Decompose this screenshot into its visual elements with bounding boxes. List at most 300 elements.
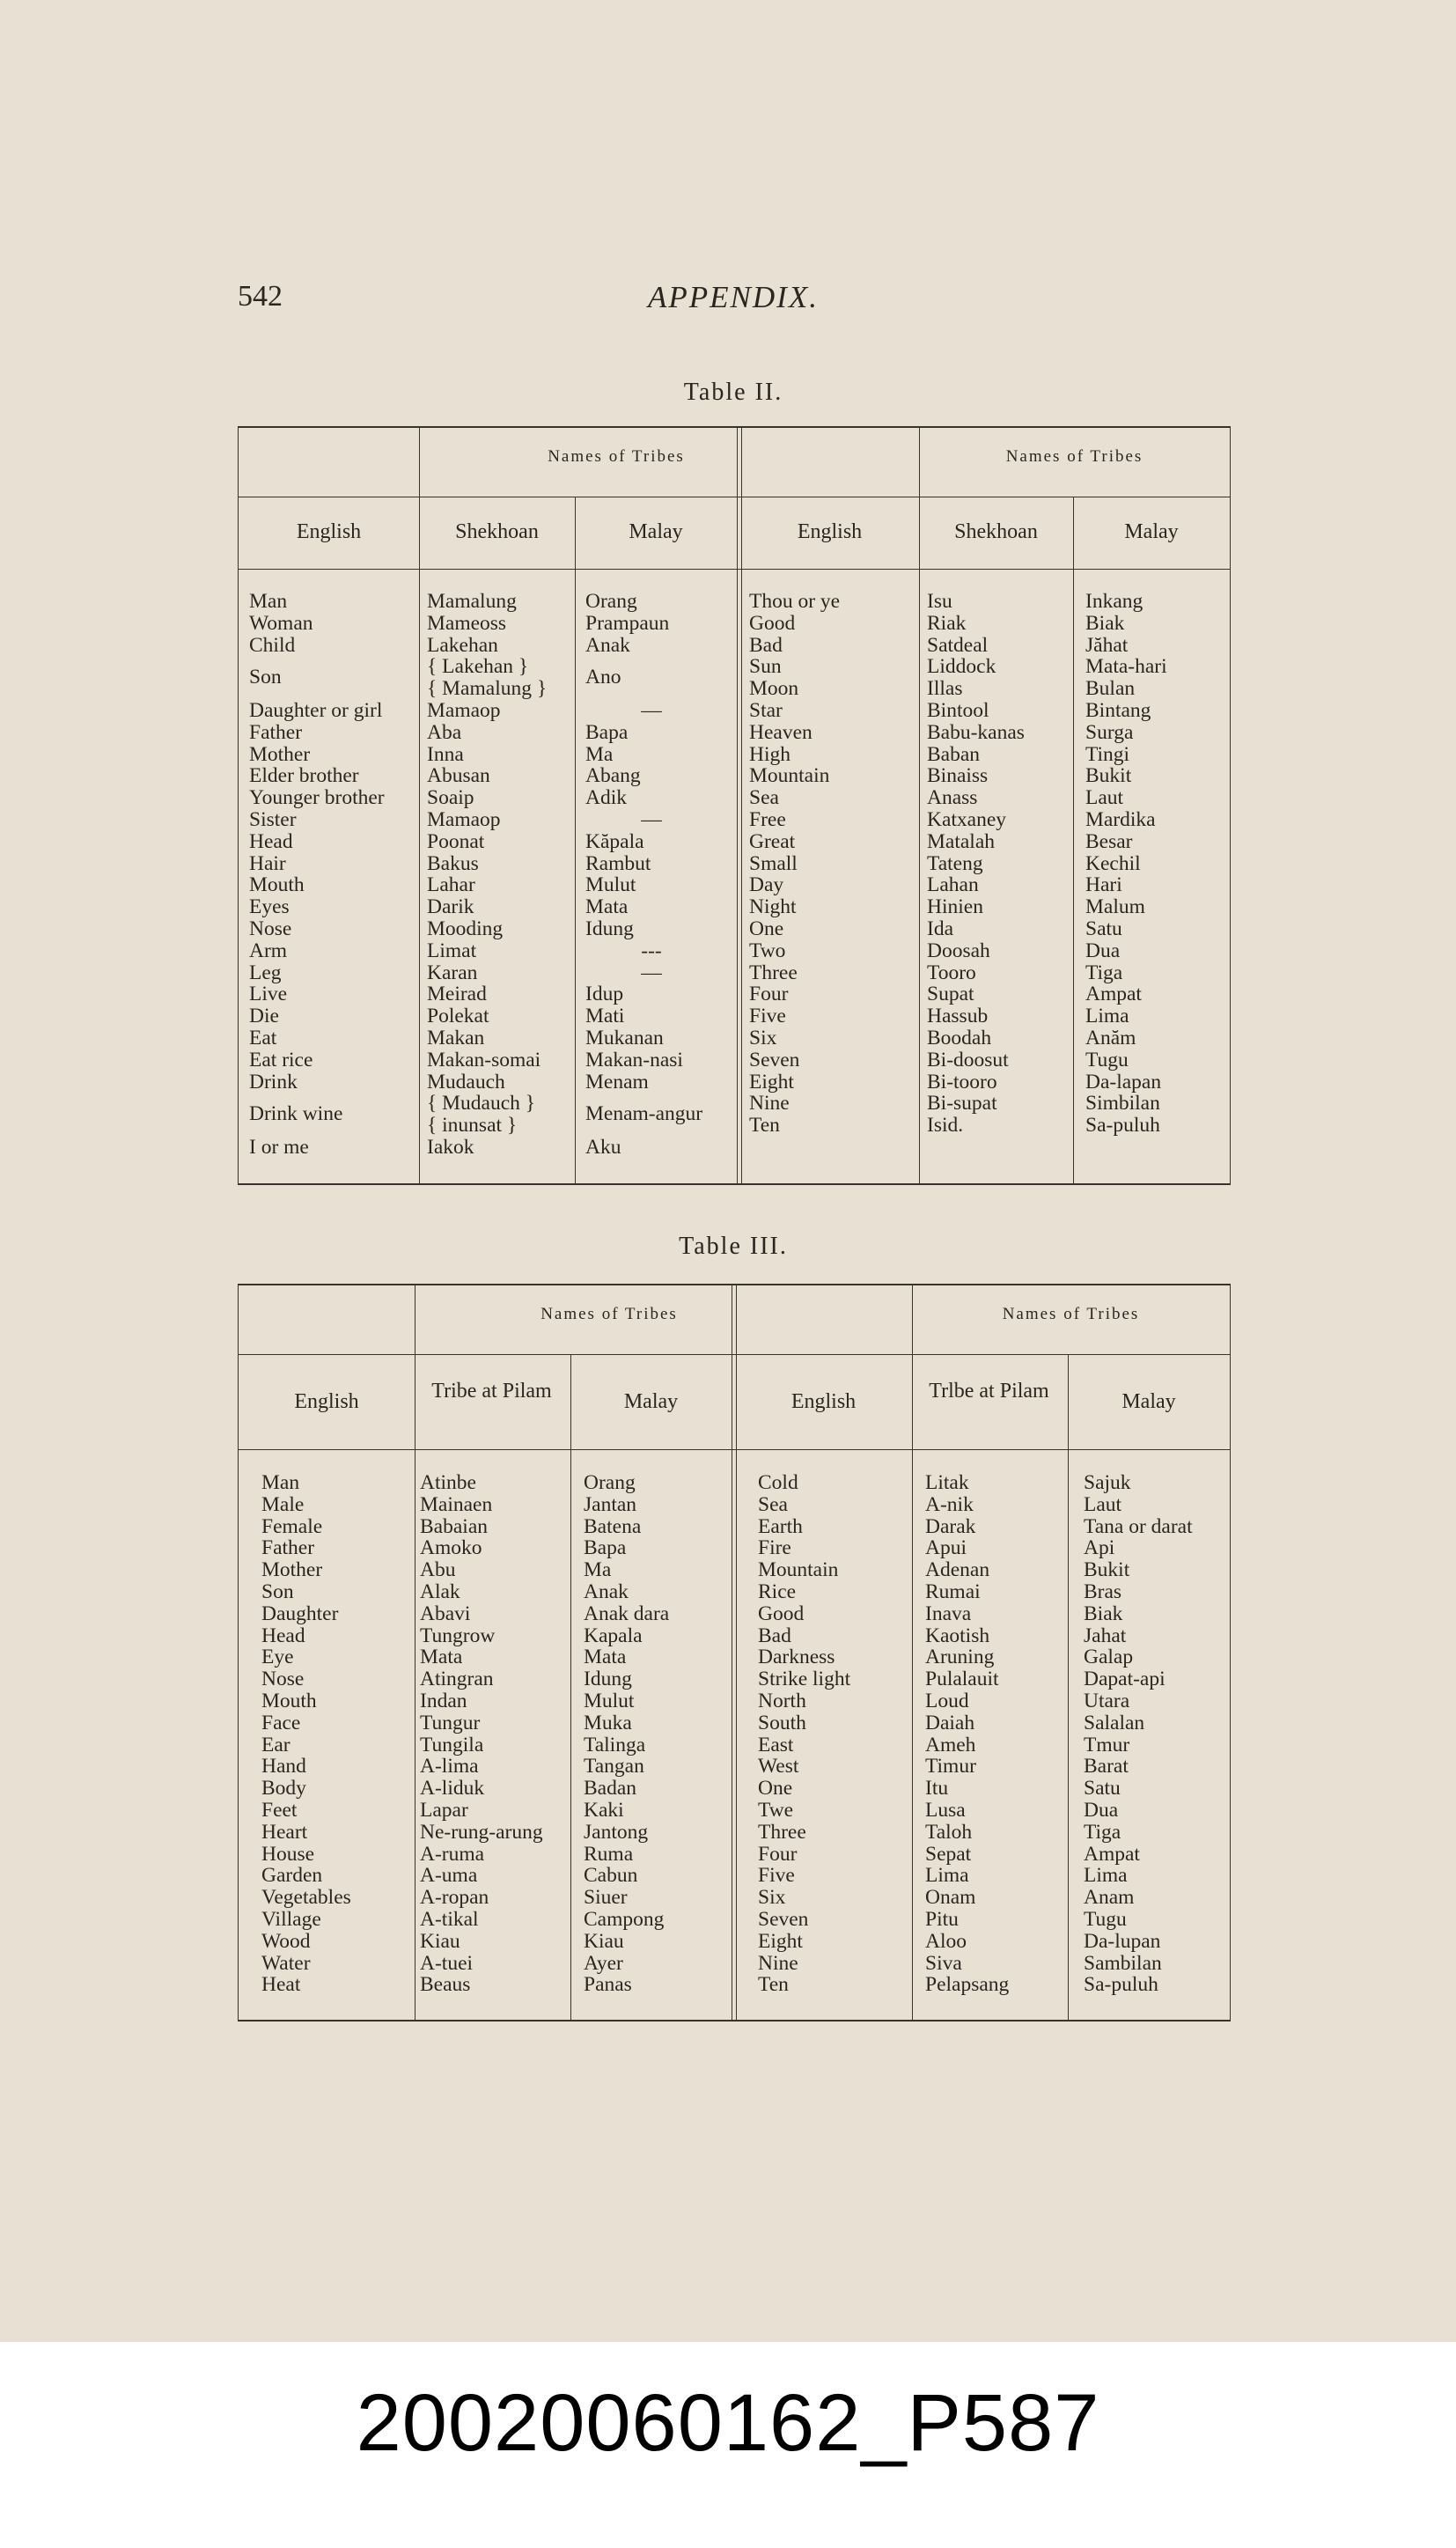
table-cell: Mamaop (427, 698, 501, 722)
table-cell: Feet (261, 1798, 298, 1822)
table-cell: Isu (927, 590, 952, 613)
table-cell: Adik (585, 786, 627, 810)
table-cell: Limat (427, 939, 477, 962)
table-cell: Boodah (927, 1026, 992, 1049)
table-cell: Itu (925, 1777, 949, 1801)
table-3-english-column (261, 1472, 351, 1996)
table-3-rule (239, 1354, 423, 1355)
table-cell: Liddock (927, 655, 996, 679)
table-cell: Bad (758, 1624, 791, 1647)
table-cell: Anak dara (584, 1602, 670, 1625)
table-cell: Sambilan (1084, 1951, 1162, 1975)
table-cell: A-ruma (420, 1842, 485, 1866)
table-cell: Tana or darat (1084, 1514, 1193, 1538)
table-cell: Baban (927, 742, 981, 766)
table-cell: Rice (758, 1580, 797, 1603)
table-cell: Prampaun (585, 611, 670, 635)
table-cell: Son (261, 1580, 294, 1603)
table-cell: Darkness (758, 1646, 835, 1669)
table-cell: Cold (758, 1471, 798, 1494)
table-cell: A-liduk (420, 1777, 485, 1801)
table-cell: Da-lapan (1085, 1070, 1162, 1094)
table-cell: Bakus (427, 851, 479, 875)
table-cell: Fire (758, 1536, 791, 1560)
table-cell: Poonat (427, 829, 485, 853)
table-cell: Orang (584, 1471, 636, 1494)
table-cell: Aku (585, 1135, 621, 1159)
table-cell: Aruning (925, 1646, 995, 1669)
table-cell: Bi-tooro (927, 1070, 997, 1094)
table-cell: Ano (585, 666, 621, 689)
table-3-caption: Table III. (679, 1233, 788, 1260)
table-cell: Anass (927, 786, 978, 810)
table-cell: Small (749, 851, 798, 875)
table-cell: One (749, 917, 784, 940)
table-cell: Ampat (1085, 983, 1142, 1006)
table-cell: Lahan (927, 873, 979, 897)
table-cell: Illas (927, 677, 963, 701)
table-cell: Rambut (585, 851, 651, 875)
table-cell: Badan (584, 1777, 637, 1801)
table-cell: Child (249, 633, 296, 657)
table-cell: Darik (427, 895, 474, 919)
table-cell: Bintool (927, 698, 989, 722)
table-cell: Lahar (427, 873, 475, 897)
table-cell: Lusa (925, 1798, 966, 1822)
table-cell: Garden (261, 1864, 323, 1888)
table-cell: Body (261, 1777, 306, 1801)
table-cell: Barat (1084, 1755, 1129, 1778)
table-cell: Good (758, 1602, 805, 1625)
table-cell: Ear (261, 1733, 290, 1756)
table-cell: Laut (1085, 786, 1124, 810)
table-cell: Mukanan (585, 1026, 664, 1049)
table-cell: Kaki (584, 1798, 624, 1822)
table-cell: Pelapsang (925, 1973, 1010, 1997)
table-2-group-header-left: Names of Tribes (548, 447, 685, 466)
table-3-group-header-left: Names of Tribes (540, 1305, 678, 1323)
table-cell: Iakok (427, 1135, 474, 1159)
running-head: APPENDIX. (648, 280, 819, 314)
table-cell: --- (641, 939, 662, 962)
table-cell: Idup (585, 983, 624, 1006)
table-cell: Timur (925, 1755, 976, 1778)
table-cell: Atinbe (420, 1471, 476, 1494)
table-cell: Younger brother (249, 786, 385, 810)
table-cell: Litak (925, 1471, 969, 1494)
table-cell: Matalah (927, 829, 995, 853)
table-cell: Bras (1084, 1580, 1122, 1603)
table-cell: South (758, 1711, 806, 1734)
table-cell: Four (758, 1842, 798, 1866)
table-cell: Good (749, 611, 796, 635)
table-cell: Seven (758, 1907, 809, 1931)
page-number: 542 (238, 280, 283, 313)
table-cell: Mulut (585, 873, 636, 897)
table-3-header-malay: Malay (623, 1390, 679, 1413)
table-3-header-pilam: Tribe at Pilam (431, 1380, 552, 1403)
table-cell: Karan (427, 961, 478, 984)
table-cell: Satu (1085, 917, 1122, 940)
table-cell: Makan-somai (427, 1048, 541, 1071)
table-cell: Malum (1085, 895, 1145, 919)
table-cell: Isid. (927, 1114, 964, 1138)
table-cell: Night (749, 895, 797, 919)
table-cell: Face (261, 1711, 301, 1734)
table-cell: Mainaen (420, 1492, 493, 1516)
table-cell: Kiau (420, 1929, 460, 1953)
table-cell: Eat (249, 1026, 277, 1049)
table-cell: Male (261, 1492, 305, 1516)
table-cell: Mata (420, 1646, 463, 1669)
table-cell: Father (249, 720, 303, 744)
table-cell: Heat (261, 1973, 301, 1997)
table-cell: Mouth (261, 1689, 317, 1712)
table-cell: Talinga (584, 1733, 646, 1756)
table-cell: Heart (261, 1820, 308, 1844)
table-cell: Drink (249, 1070, 298, 1094)
table-cell: Elder brother (249, 764, 359, 788)
table-cell: Menam (585, 1070, 649, 1094)
table-cell: Daughter or girl (249, 698, 383, 722)
table-cell: Six (758, 1886, 786, 1910)
table-3-group-header-right: Names of Tribes (1002, 1305, 1140, 1323)
table-cell: Sajuk (1084, 1471, 1131, 1494)
table-cell: Lima (1085, 1005, 1129, 1028)
table-cell: Sea (749, 786, 779, 810)
table-cell: Aloo (925, 1929, 967, 1953)
table-cell: Five (758, 1864, 795, 1888)
table-cell: Mata (584, 1646, 627, 1669)
table-cell: High (749, 742, 791, 766)
table-cell: Loud (925, 1689, 969, 1712)
table-cell: Man (261, 1471, 300, 1494)
table-cell: Abusan (427, 764, 490, 788)
table-cell: Galap (1084, 1646, 1134, 1669)
table-2-header-malay: Malay (629, 520, 683, 543)
table-cell: Anak (585, 633, 630, 657)
table-cell: Great (749, 829, 796, 853)
table-cell: Inna (427, 742, 464, 766)
table-cell: Mamaop (427, 807, 501, 831)
table-cell: Head (249, 829, 293, 853)
table-cell: Beaus (420, 1973, 471, 1997)
table-cell: One (758, 1777, 793, 1801)
table-cell: Lima (1084, 1864, 1128, 1888)
table-cell: Satdeal (927, 633, 989, 657)
table-cell: Riak (927, 611, 967, 635)
table-cell: A-tuei (420, 1951, 474, 1975)
table-3-header-english-right: English (791, 1390, 857, 1413)
table-cell: Doosah (927, 939, 990, 962)
table-cell: Mother (261, 1558, 323, 1582)
table-cell: Batena (584, 1514, 642, 1538)
table-cell: Hand (261, 1755, 306, 1778)
table-cell: Inava (925, 1602, 972, 1625)
table-cell: Arm (249, 939, 288, 962)
table-cell: Star (749, 698, 783, 722)
table-cell: Tungrow (420, 1624, 496, 1647)
table-cell: Surga (1085, 720, 1134, 744)
table-cell: Tugu (1085, 1048, 1129, 1071)
table-cell: Four (749, 983, 789, 1006)
table-cell: — (641, 961, 662, 984)
table-cell: Taloh (925, 1820, 973, 1844)
table-cell: — (641, 698, 662, 722)
table-cell: Apui (925, 1536, 967, 1560)
table-3-pilam-column (420, 1472, 543, 1996)
table-3-divider (1068, 1354, 1069, 2020)
table-2 (238, 426, 1231, 1185)
table-3-english-column-right (758, 1472, 850, 1996)
table-cell: North (758, 1689, 806, 1712)
table-cell: Tiga (1085, 961, 1123, 984)
table-3-malay-column-right (1084, 1472, 1193, 1996)
table-cell: Pulalauit (925, 1668, 999, 1691)
table-cell: Tingi (1085, 742, 1130, 766)
table-cell: Earth (758, 1514, 803, 1538)
table-cell: House (261, 1842, 315, 1866)
table-2-header-shekhoan-right: Shekhoan (954, 520, 1038, 543)
table-cell: Tugu (1084, 1907, 1127, 1931)
table-cell: Heaven (749, 720, 813, 744)
table-cell: Darak (925, 1514, 976, 1538)
table-cell: Abu (420, 1558, 456, 1582)
table-cell: Bad (749, 633, 783, 657)
table-cell: Dua (1085, 939, 1121, 962)
table-cell: Daiah (925, 1711, 975, 1734)
table-cell: Mati (585, 1005, 625, 1028)
table-cell: Hassub (927, 1005, 989, 1028)
table-cell: Head (261, 1624, 305, 1647)
table-cell: Village (261, 1907, 321, 1931)
table-cell: Wood (261, 1929, 311, 1953)
table-cell: Hair (249, 851, 286, 875)
table-cell: Utara (1084, 1689, 1130, 1712)
table-cell: Father (261, 1536, 315, 1560)
table-cell: Moon (749, 677, 799, 701)
table-cell: Ma (585, 742, 614, 766)
table-cell: Soaip (427, 786, 474, 810)
table-cell: — (641, 807, 662, 831)
table-cell: Five (749, 1005, 786, 1028)
table-cell: Amoko (420, 1536, 482, 1560)
table-cell: Woman (249, 611, 313, 635)
table-cell: Kapala (584, 1624, 643, 1647)
table-cell: { Mudauch } { inunsat } (427, 1092, 536, 1138)
table-cell: Tungur (420, 1711, 481, 1734)
table-cell: Vegetables (261, 1886, 351, 1910)
table-cell: Sea (758, 1492, 788, 1516)
table-cell: Bukit (1084, 1558, 1130, 1582)
table-cell: Bi-doosut (927, 1048, 1009, 1071)
table-2-malay-column (585, 591, 717, 1159)
table-cell: Mameoss (427, 611, 507, 635)
table-3-divider (912, 1285, 913, 2020)
table-cell: Anam (1084, 1886, 1135, 1910)
table-cell: Leg (249, 961, 282, 984)
table-cell: Kechil (1085, 851, 1141, 875)
table-cell: Kiau (584, 1929, 624, 1953)
table-cell: Anăm (1085, 1026, 1136, 1049)
table-cell: West (758, 1755, 799, 1778)
table-cell: Babu-kanas (927, 720, 1025, 744)
table-2-header-shekhoan: Shekhoan (455, 520, 539, 543)
table-cell: Bapa (584, 1536, 627, 1560)
table-cell: Three (758, 1820, 806, 1844)
table-cell: Water (261, 1951, 311, 1975)
table-cell: Da-lupan (1084, 1929, 1161, 1953)
table-cell: Babaian (420, 1514, 488, 1538)
table-2-english-column (249, 591, 385, 1159)
table-cell: Mata-hari (1085, 655, 1167, 679)
table-cell: Strike light (758, 1668, 851, 1691)
table-cell: Rumai (925, 1580, 981, 1603)
table-cell: A-uma (420, 1864, 478, 1888)
table-cell: Alak (420, 1580, 460, 1603)
table-cell: Indan (420, 1689, 467, 1712)
table-2-shekhoan-column (427, 591, 547, 1159)
table-cell: Son (249, 666, 282, 689)
table-cell: Simbilan (1085, 1092, 1160, 1116)
table-cell: Six (749, 1026, 777, 1049)
table-cell: Biak (1084, 1602, 1123, 1625)
table-cell: Atingran (420, 1668, 494, 1691)
table-cell: Eight (758, 1929, 803, 1953)
table-cell: Twe (758, 1798, 794, 1822)
table-cell: Eyes (249, 895, 290, 919)
table-cell: Bapa (585, 720, 629, 744)
table-cell: Hari (1085, 873, 1122, 897)
table-cell: Sun (749, 655, 782, 679)
table-cell: Seven (749, 1048, 800, 1071)
footer-identifier: 20020060162_P587 (356, 2378, 1100, 2468)
table-3-header-english: English (294, 1390, 359, 1413)
table-cell: Salalan (1084, 1711, 1145, 1734)
table-cell: A-tikal (420, 1907, 479, 1931)
table-cell: Thou or ye (749, 590, 841, 613)
table-cell: Dapat-api (1084, 1668, 1166, 1691)
table-cell: Drink wine (249, 1102, 343, 1126)
table-cell: Siva (925, 1951, 962, 1975)
table-cell: Female (261, 1514, 323, 1538)
table-cell: Hinien (927, 895, 983, 919)
table-2-header-english-right: English (797, 520, 863, 543)
table-cell: Mountain (749, 764, 830, 788)
table-cell: Jahat (1084, 1624, 1127, 1647)
table-cell: Katxaney (927, 807, 1007, 831)
table-cell: Ma (584, 1558, 612, 1582)
table-cell: Nine (749, 1092, 790, 1116)
table-cell: Tungila (420, 1733, 484, 1756)
table-3-header-malay-right: Malay (1121, 1390, 1176, 1413)
table-cell: Day (749, 873, 784, 897)
table-cell: Two (749, 939, 786, 962)
table-3-malay-column (584, 1472, 669, 1996)
table-cell: Tiga (1084, 1820, 1121, 1844)
table-cell: Tangan (584, 1755, 644, 1778)
table-cell: Sa-puluh (1084, 1973, 1158, 1997)
table-cell: Idung (584, 1668, 632, 1691)
table-cell: Mountain (758, 1558, 839, 1582)
table-cell: Biak (1085, 611, 1125, 635)
table-cell: A-lima (420, 1755, 479, 1778)
table-3-divider (570, 1354, 571, 2020)
table-cell: Orang (585, 590, 637, 613)
table-cell: Ampat (1084, 1842, 1140, 1866)
table-cell: Cabun (584, 1864, 638, 1888)
table-cell: Die (249, 1005, 279, 1028)
table-2-caption: Table II. (683, 379, 783, 406)
table-cell: Dua (1084, 1798, 1119, 1822)
table-cell: Campong (584, 1907, 665, 1931)
table-cell: Onam (925, 1886, 976, 1910)
table-cell: Man (249, 590, 288, 613)
table-cell: Tateng (927, 851, 983, 875)
table-cell: Aba (427, 720, 462, 744)
table-cell: Lapar (420, 1798, 468, 1822)
table-cell: Anak (584, 1580, 629, 1603)
table-cell: Mouth (249, 873, 305, 897)
table-2-divider (1073, 497, 1074, 1183)
table-cell: Mulut (584, 1689, 635, 1712)
table-2-group-header-right: Names of Tribes (1005, 447, 1143, 466)
table-cell: Api (1084, 1536, 1115, 1560)
table-cell: I or me (249, 1135, 309, 1159)
table-cell: Eight (749, 1070, 794, 1094)
table-cell: Sepat (925, 1842, 972, 1866)
table-cell: Free (749, 807, 786, 831)
table-cell: Supat (927, 983, 974, 1006)
table-cell: Lakehan (427, 633, 498, 657)
table-cell: Tmur (1084, 1733, 1130, 1756)
table-cell: East (758, 1733, 794, 1756)
table-cell: Ten (758, 1973, 789, 1997)
table-2-header-english: English (296, 520, 362, 543)
table-2-shekhoan-column-right (927, 591, 1025, 1137)
table-cell: Bi-supat (927, 1092, 997, 1116)
table-cell: Mooding (427, 917, 504, 940)
table-cell: Ne-rung-arung (420, 1820, 543, 1844)
table-cell: Daughter (261, 1602, 339, 1625)
table-cell: Ida (927, 917, 954, 940)
table-3 (238, 1284, 1231, 2021)
table-cell: Ten (749, 1114, 780, 1138)
table-cell: Meirad (427, 983, 487, 1006)
table-cell: Bukit (1085, 764, 1132, 788)
table-cell: Pitu (925, 1907, 959, 1931)
table-cell: Mata (585, 895, 629, 919)
table-3-rule (732, 1354, 1230, 1355)
table-2-english-column-right (749, 591, 840, 1137)
table-cell: Ruma (584, 1842, 634, 1866)
table-cell: Abavi (420, 1602, 471, 1625)
table-cell: Polekat (427, 1005, 489, 1028)
table-cell: Three (749, 961, 798, 984)
table-cell: Sa-puluh (1085, 1114, 1160, 1138)
table-cell: Bintang (1085, 698, 1151, 722)
table-2-header-malay-right: Malay (1124, 520, 1179, 543)
table-cell: Ameh (925, 1733, 976, 1756)
table-cell: Binaiss (927, 764, 989, 788)
table-cell: Mudauch (427, 1070, 505, 1094)
table-cell: Menam-angur (585, 1102, 703, 1126)
table-cell: Mardika (1085, 807, 1156, 831)
table-cell: Laut (1084, 1492, 1122, 1516)
table-2-rule (239, 569, 1230, 570)
table-cell: Jăhat (1085, 633, 1129, 657)
table-cell: Nine (758, 1951, 798, 1975)
